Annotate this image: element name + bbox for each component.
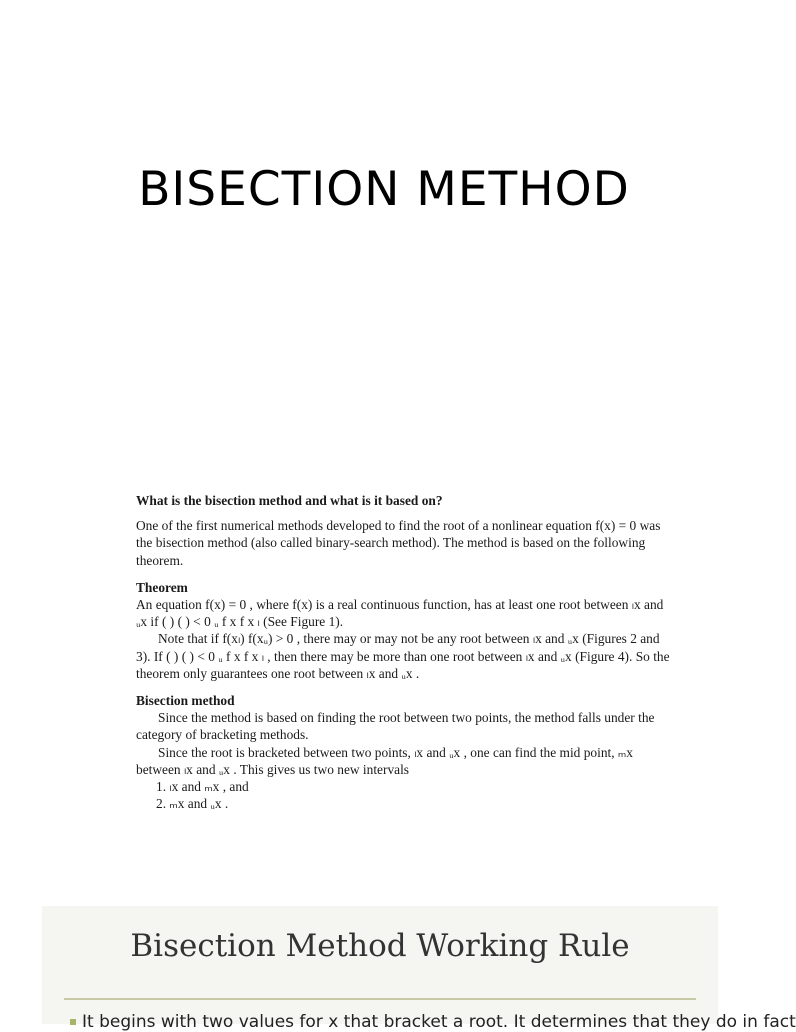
page-title: BISECTION METHOD	[138, 162, 630, 217]
square-bullet-icon	[70, 1019, 76, 1025]
slide-divider	[64, 998, 696, 1000]
note-paragraph: Note that if f(xₗ) f(xᵤ) > 0 , there may or may not be any root between ₗx and ᵤx (Figures 2 and 3). If ( ) ( ) < 0 ᵤ f x f x ₗ , then there may be more than one root between ₗx and ᵤx (Figure 4). So the theorem only guarantees one root between ₗx and ᵤx .	[136, 631, 670, 681]
document-excerpt	[136, 492, 676, 812]
theorem-paragraph: An equation f(x) = 0 , where f(x) is a real continuous function, has at least one root between ₗx and ᵤx if ( ) ( ) < 0 ᵤ f x f x ₗ (See Figure 1).	[136, 597, 664, 630]
slide-bullet-text: It begins with two values for x that bracket a root. It determines that they do in fact	[82, 1012, 796, 1032]
method-paragraph-2: Since the root is bracketed between two points, ₗx and ᵤx , one can find the mid point, ₘx between ₗx and ᵤx . This gives us two new intervals	[136, 744, 633, 777]
question-heading: What is the bisection method and what is it based on?	[136, 493, 443, 508]
list-item: 2. ₘx and ᵤx .	[156, 796, 229, 812]
slide-preview	[42, 906, 796, 1032]
method-paragraph-1: Since the method is based on finding the root between two points, the method falls under the category of bracketing methods.	[136, 710, 655, 743]
slide-title: Bisection Method Working Rule	[130, 928, 630, 964]
intro-paragraph: One of the first numerical methods developed to find the root of a nonlinear equation f(x) = 0 was the bisection method (also called binary-search method). The method is based on the following theorem.	[136, 518, 661, 568]
bisection-method-heading: Bisection method	[136, 693, 235, 709]
slide-bullet-row	[70, 1012, 796, 1032]
theorem-heading: Theorem	[136, 579, 188, 595]
intervals-list	[156, 778, 676, 812]
list-item: 1. ₗx and ₘx , and	[156, 779, 249, 795]
